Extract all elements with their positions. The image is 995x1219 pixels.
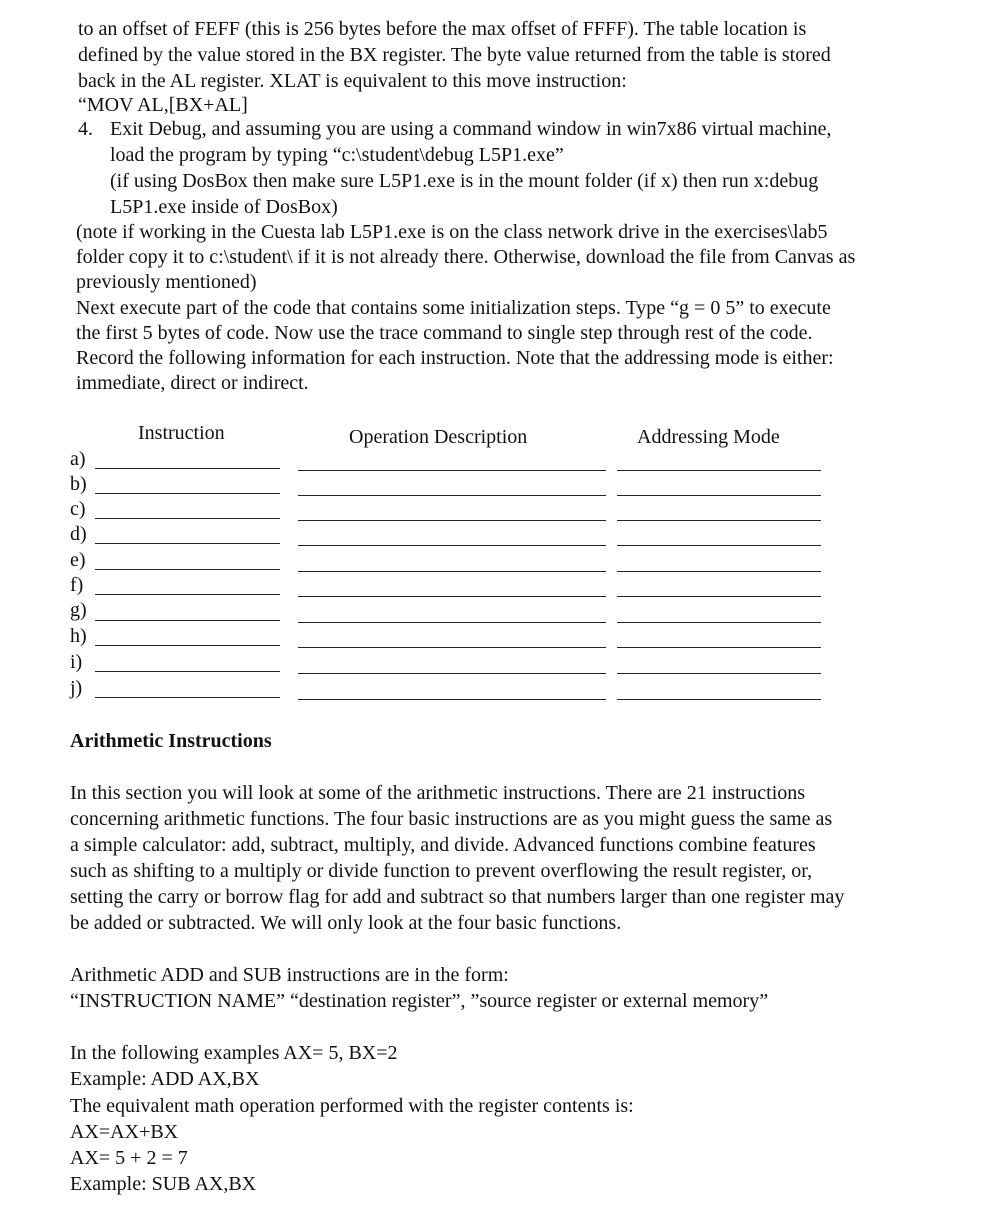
instruction-blank[interactable] bbox=[95, 468, 280, 469]
operation-description-blank[interactable] bbox=[298, 699, 606, 700]
form-line-2: “INSTRUCTION NAME” “destination register”, ”source register or external memory” bbox=[70, 990, 769, 1012]
example-line-6: Example: SUB AX,BX bbox=[70, 1173, 257, 1195]
example-line-2: Example: ADD AX,BX bbox=[70, 1068, 260, 1090]
row-label: a) bbox=[70, 448, 86, 470]
arith-para-line-2: concerning arithmetic functions. The four basic instructions are as you might guess the same as bbox=[70, 808, 833, 830]
instruction-blank[interactable] bbox=[95, 594, 280, 595]
arith-para-line-5: setting the carry or borrow flag for add and subtract so that numbers larger than one register may bbox=[70, 886, 845, 908]
addressing-mode-blank[interactable] bbox=[617, 622, 821, 623]
step-number: 4. bbox=[78, 118, 93, 140]
example-line-5: AX= 5 + 2 = 7 bbox=[70, 1147, 188, 1169]
instruction-blank[interactable] bbox=[95, 620, 280, 621]
step4-line-2: load the program by typing “c:\student\debug L5P1.exe” bbox=[110, 144, 564, 166]
addressing-mode-blank[interactable] bbox=[617, 673, 821, 674]
operation-description-blank[interactable] bbox=[298, 520, 606, 521]
row-label: e) bbox=[70, 549, 86, 571]
row-label: g) bbox=[70, 599, 87, 621]
example-line-1: In the following examples AX= 5, BX=2 bbox=[70, 1042, 398, 1064]
operation-description-blank[interactable] bbox=[298, 571, 606, 572]
step4-line-3: (if using DosBox then make sure L5P1.exe is in the mount folder (if x) then run x:debug bbox=[110, 170, 819, 192]
operation-description-blank[interactable] bbox=[298, 545, 606, 546]
instruction-blank[interactable] bbox=[95, 671, 280, 672]
instruction-blank[interactable] bbox=[95, 543, 280, 544]
addressing-mode-blank[interactable] bbox=[617, 470, 821, 471]
row-label: i) bbox=[70, 651, 83, 673]
note-line-2: folder copy it to c:\student\ if it is not already there. Otherwise, download the file from Canvas as bbox=[76, 246, 856, 268]
row-label: f) bbox=[70, 574, 84, 596]
column-header-instruction: Instruction bbox=[138, 422, 225, 444]
intro-line-1: to an offset of FEFF (this is 256 bytes before the max offset of FFFF). The table location is bbox=[78, 18, 807, 40]
addressing-mode-blank[interactable] bbox=[617, 495, 821, 496]
row-label: b) bbox=[70, 473, 87, 495]
instruction-blank[interactable] bbox=[95, 645, 280, 646]
example-line-3: The equivalent math operation performed with the register contents is: bbox=[70, 1095, 634, 1117]
operation-description-blank[interactable] bbox=[298, 596, 606, 597]
arith-para-line-3: a simple calculator: add, subtract, multiply, and divide. Advanced functions combine features bbox=[70, 834, 816, 856]
instruction-blank[interactable] bbox=[95, 493, 280, 494]
note-line-1: (note if working in the Cuesta lab L5P1.exe is on the class network drive in the exercises\lab5 bbox=[76, 221, 828, 243]
arith-para-line-4: such as shifting to a multiply or divide function to prevent overflowing the result register, or, bbox=[70, 860, 813, 882]
arith-para-line-1: In this section you will look at some of the arithmetic instructions. There are 21 instructions bbox=[70, 782, 806, 804]
addressing-mode-blank[interactable] bbox=[617, 545, 821, 546]
row-label: h) bbox=[70, 625, 87, 647]
row-label: c) bbox=[70, 498, 86, 520]
form-line-1: Arithmetic ADD and SUB instructions are in the form: bbox=[70, 964, 509, 986]
step4-line-4: L5P1.exe inside of DosBox) bbox=[110, 196, 338, 218]
column-header-operation-description: Operation Description bbox=[349, 426, 528, 448]
intro-line-2: defined by the value stored in the BX register. The byte value returned from the table is stored bbox=[78, 44, 831, 66]
column-header-addressing-mode: Addressing Mode bbox=[637, 426, 780, 448]
addressing-mode-blank[interactable] bbox=[617, 571, 821, 572]
operation-description-blank[interactable] bbox=[298, 673, 606, 674]
operation-description-blank[interactable] bbox=[298, 495, 606, 496]
note-line-4: Next execute part of the code that contains some initialization steps. Type “g = 0 5” to execute bbox=[76, 297, 831, 319]
operation-description-blank[interactable] bbox=[298, 647, 606, 648]
operation-description-blank[interactable] bbox=[298, 622, 606, 623]
instruction-blank[interactable] bbox=[95, 697, 280, 698]
note-line-5: the first 5 bytes of code. Now use the trace command to single step through rest of the code. bbox=[76, 322, 813, 344]
section-heading: Arithmetic Instructions bbox=[70, 730, 272, 752]
instruction-blank[interactable] bbox=[95, 569, 280, 570]
intro-line-3: back in the AL register. XLAT is equivalent to this move instruction: bbox=[78, 70, 627, 92]
note-line-6: Record the following information for each instruction. Note that the addressing mode is either: bbox=[76, 347, 834, 369]
addressing-mode-blank[interactable] bbox=[617, 699, 821, 700]
addressing-mode-blank[interactable] bbox=[617, 647, 821, 648]
addressing-mode-blank[interactable] bbox=[617, 520, 821, 521]
instruction-blank[interactable] bbox=[95, 518, 280, 519]
example-line-4: AX=AX+BX bbox=[70, 1121, 179, 1143]
note-line-3: previously mentioned) bbox=[76, 271, 257, 293]
step4-line-1: Exit Debug, and assuming you are using a command window in win7x86 virtual machine, bbox=[110, 118, 832, 140]
arith-para-line-6: be added or subtracted. We will only look at the four basic functions. bbox=[70, 912, 622, 934]
row-label: j) bbox=[70, 677, 83, 699]
operation-description-blank[interactable] bbox=[298, 470, 606, 471]
note-line-7: immediate, direct or indirect. bbox=[76, 372, 309, 394]
intro-line-4: “MOV AL,[BX+AL] bbox=[78, 94, 248, 116]
row-label: d) bbox=[70, 523, 87, 545]
addressing-mode-blank[interactable] bbox=[617, 596, 821, 597]
